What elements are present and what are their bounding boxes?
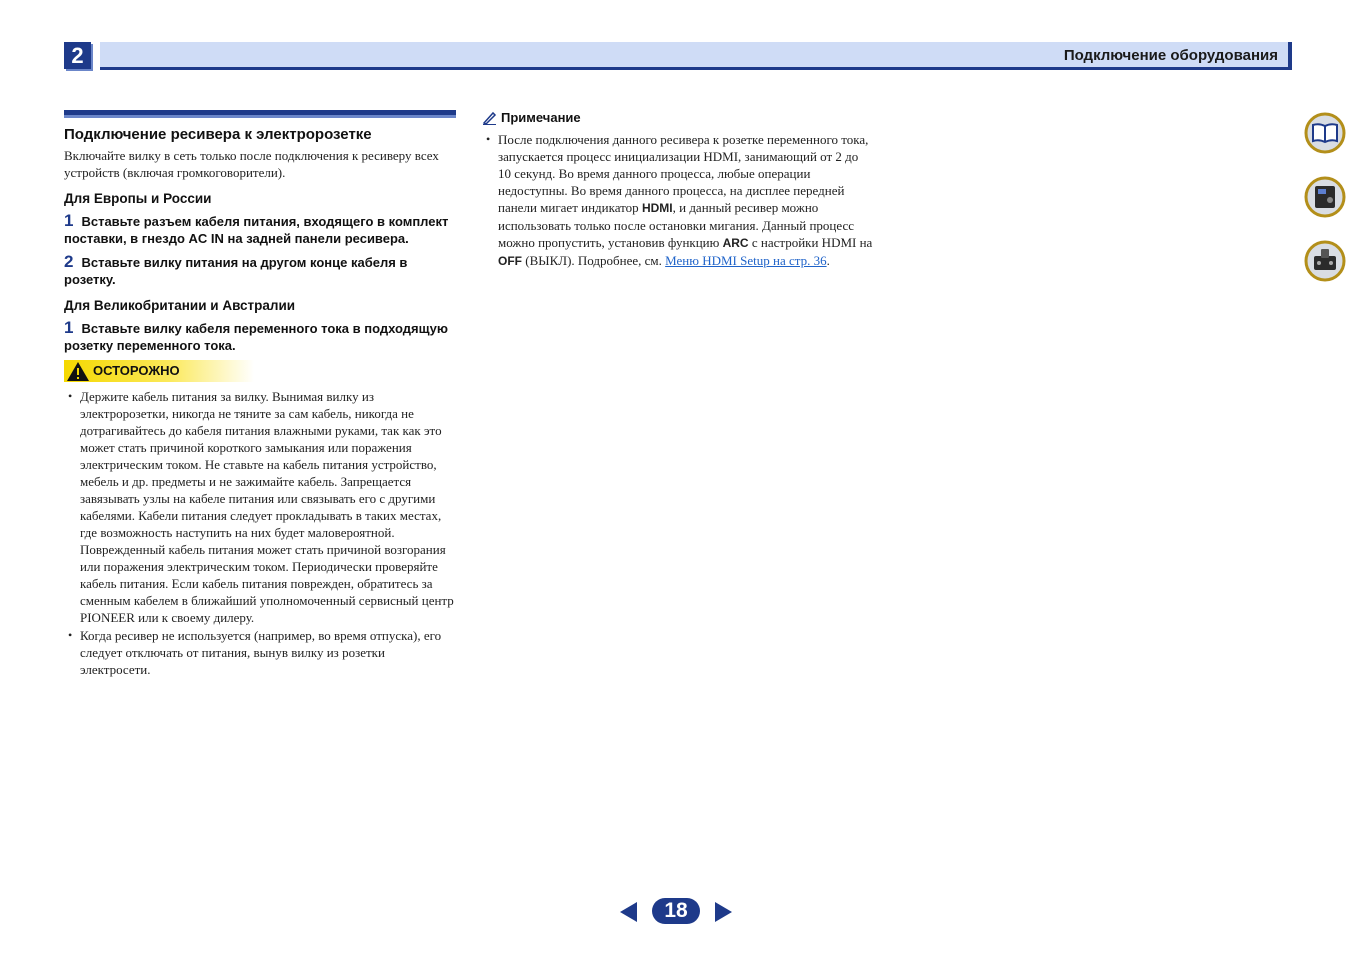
off-label: OFF [498,254,522,268]
step-text: Вставьте вилку питания на другом конце кабеля в розетку. [64,255,408,287]
header-bar [100,42,1292,70]
list-item [482,131,874,270]
step-number: 2 [64,252,74,271]
step-number: 1 [64,211,74,230]
hdmi-setup-link[interactable]: Меню HDMI Setup на стр. 36 [665,253,827,268]
front-panel-icon[interactable] [1304,176,1346,218]
europe-step-1 [64,212,456,247]
ac-in-label: AC IN [188,231,224,246]
uk-step-1 [64,319,456,354]
step-text: Вставьте разъем кабеля питания, входящего в комплект поставки, в гнездо [64,214,449,246]
step-text: Вставьте вилку кабеля переменного тока в подходящую розетку переменного тока. [64,321,448,353]
arc-label: ARC [722,236,749,250]
remote-control-icon[interactable] [1304,240,1346,282]
step-number: 1 [64,318,74,337]
list-item: • Когда ресивер не используется (например, во время отпуска), его следует отключать от питания, вынув вилку из розетки электросети. [64,627,456,678]
previous-page-icon[interactable] [620,902,638,922]
page-number: 18 [652,898,700,924]
caution-banner [64,360,254,382]
chapter-number-badge: 2 [64,42,91,69]
section-title: Подключение оборудования [1063,47,1278,64]
next-page-icon[interactable] [714,902,732,922]
europe-step-2 [64,253,456,288]
pagination [620,896,734,928]
note-heading [482,110,874,125]
manual-book-icon[interactable] [1304,112,1346,154]
section-rule [64,110,456,118]
uk-heading: Для Великобритании и Австралии [64,298,296,313]
note-heading-label: Примечание [501,110,581,125]
caution-list [64,388,456,678]
page-title: Подключение ресивера к электророзетке [64,126,372,143]
hdmi-indicator-label: HDMI [641,201,673,215]
note-text: (ВЫКЛ). Подробнее, см. [522,253,666,268]
left-column [64,110,456,679]
caution-label: ОСТОРОЖНО [93,363,180,378]
note-text: . [826,253,830,268]
note-list [482,131,874,270]
intro-text: Включайте вилку в сеть только после подключения к ресиверу всех устройств (включая громкоговорители). [64,148,439,180]
note-text: , и данный ресивер можно использовать только после остановки мигания. Данный процесс можно пропустить, установив функцию [498,200,855,250]
europe-heading: Для Европы и России [64,191,212,206]
step-text: на задней панели ресивера. [223,231,409,246]
warning-icon [66,361,90,382]
note-text: После подключения данного ресивера к розетке переменного тока, запускается процесс инициализации HDMI, занимающий от 2 до 10 секунд. Во время данного процесса, любые операции недоступны. Во время данного процесса, на дисплее передней панели мигает индикатор [498,132,869,215]
list-item: • Держите кабель питания за вилку. Вынимая вилку из электророзетки, никогда не тяните за сам кабель, никогда не дотрагивайтесь до кабеля питания влажными руками, так как это может стать причиной короткого замыкания или поражения электрическим током. Не ставьте на кабель питания устройство, мебель и др. предметы и не зажимайте кабель. Запрещается завязывать узлы на кабеле питания или связывать его с другими кабелями. Кабели питания следует прокладывать в таких местах, где возможность наступить на них будет маловероятной. Поврежденный кабель питания может стать причиной возгорания или поражения электрическим током. Периодически проверяйте кабель питания. Если кабель питания поврежден, обратитесь за сменным кабелем в ближайший уполномоченный сервисный центр PIONEER или к своему дилеру. [64,388,456,626]
pencil-note-icon [482,111,497,125]
note-text: с настройки HDMI на [748,235,873,250]
note-column [482,110,874,271]
